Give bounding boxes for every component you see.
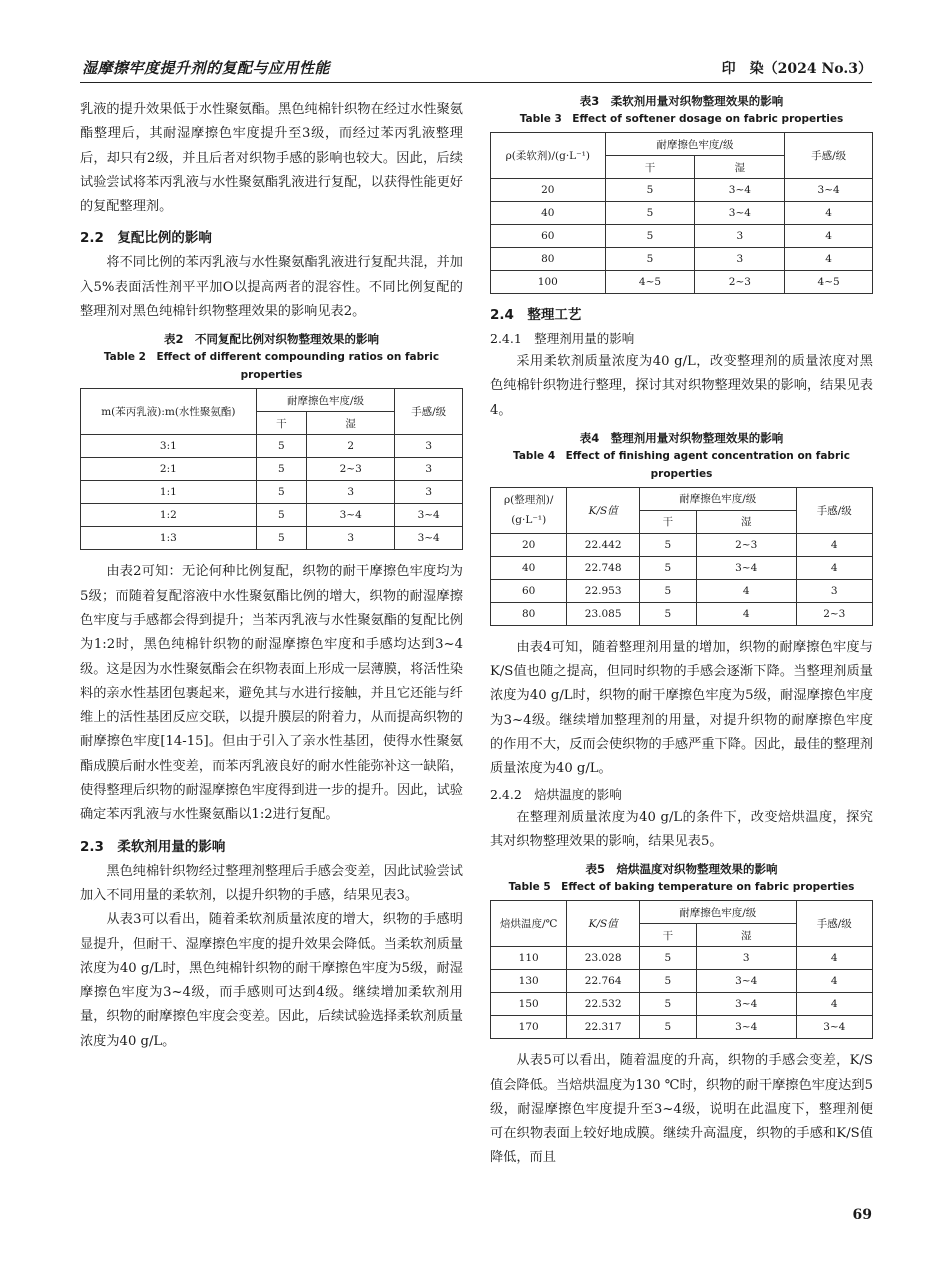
- table4-caption-en: Table 4 Effect of finishing agent concentration on fabric properties: [513, 449, 850, 480]
- table-header: m(苯丙乳液):m(水性聚氨酯): [81, 389, 257, 435]
- subsection-heading-2-4-1: 2.4.1 整理剂用量的影响: [490, 331, 635, 346]
- right-column: [490, 92, 873, 1171]
- table-header: 耐摩擦色牢度/级: [639, 487, 796, 510]
- table-row: 2:1 5 2~3 3: [81, 458, 463, 481]
- table-row: 1:1 5 3 3: [81, 481, 463, 504]
- table-header: 干: [639, 924, 696, 947]
- table-header: 干: [605, 156, 695, 179]
- table-header: 手感/级: [785, 133, 873, 179]
- table-row: 60 5 3 4: [491, 225, 873, 248]
- table-row: 130 22.764 5 3~4 4: [491, 970, 873, 993]
- left-column: [80, 98, 463, 1054]
- table2-caption-en: Table 2 Effect of different compounding ratios on fabric properties: [103, 351, 440, 382]
- table3-caption-zh: 表3 柔软剂用量对织物整理效果的影响: [579, 94, 784, 108]
- table-row: 1:2 5 3~4 3~4: [81, 504, 463, 527]
- table-header: 耐摩擦色牢度/级: [605, 133, 785, 156]
- table-row: 40 22.748 5 3~4 4: [491, 556, 873, 579]
- table-row: 40 5 3~4 4: [491, 202, 873, 225]
- paragraph: 将不同比例的苯丙乳液与水性聚氨酯乳液进行复配共混，并加入5%表面活性剂平平加O以提高两者的混容性。不同比例复配的整理剂对黑色纯棉针织物整理效果的影响见表2。: [80, 255, 463, 320]
- table-3: [490, 132, 873, 294]
- table-header: 干: [256, 412, 306, 435]
- table-header: ρ(柔软剂)/(g·L⁻¹): [491, 133, 606, 179]
- table3-caption-en: Table 3 Effect of softener dosage on fabric properties: [519, 113, 844, 125]
- table-row: 170 22.317 5 3~4 3~4: [491, 1016, 873, 1039]
- table5-caption-zh: 表5 焙烘温度对织物整理效果的影响: [585, 862, 778, 877]
- paragraph: 从表5可以看出，随着温度的升高，织物的手感会变差，K/S值会降低。当焙烘温度为130 ℃时，织物的耐干摩擦色牢度达到5级，耐湿摩擦色牢度提升至3~4级，说明在此温度下，整理剂便可在织物表面上较好地成膜。继续升高温度，织物的手感和K/S值降低，而且: [490, 1053, 873, 1166]
- table-header: ρ(整理剂)/ (g·L⁻¹): [491, 487, 567, 533]
- paragraph: 由表4可知，随着整理剂用量的增加，织物的耐摩擦色牢度与K/S值也随之提高，但同时织物的手感会逐渐下降。当整理剂质量浓度为40 g/L时，织物的耐干摩擦色牢度为5级，耐湿摩擦色牢度为3~4级。继续增加整理剂的用量，对提升织物的耐摩擦色牢度的作用不大，反而会使织物的手感严重下降。因此，最佳的整理剂质量浓度为40 g/L。: [490, 639, 873, 777]
- table2-caption-zh: 表2 不同复配比例对织物整理效果的影响: [164, 332, 379, 347]
- table-row: 20 5 3~4 3~4: [491, 179, 873, 202]
- subsection-heading-2-4-2: 2.4.2 焙烘温度的影响: [490, 786, 622, 802]
- table-row: 60 22.953 5 4 3: [491, 579, 873, 602]
- table-header: 手感/级: [796, 487, 872, 533]
- table-5: [490, 900, 873, 1039]
- table-header: 湿: [307, 412, 395, 435]
- running-title: 湿摩擦牢度提升剂的复配与应用性能: [82, 59, 331, 77]
- table-row: 100 4~5 2~3 4~5: [491, 271, 873, 294]
- table-header: 手感/级: [796, 901, 872, 947]
- table-row: 3:1 5 2 3: [81, 435, 463, 458]
- table-header: 湿: [696, 924, 796, 947]
- header-rule: [80, 82, 872, 83]
- section-heading-2-2: 2.2 复配比例的影响: [80, 230, 212, 247]
- section-heading-2-3: 2.3 柔软剂用量的影响: [80, 838, 226, 855]
- table-2: [80, 388, 463, 550]
- table-header: 耐摩擦色牢度/级: [256, 389, 395, 412]
- journal-issue: 印 染（2024 No.3）: [721, 61, 872, 77]
- table5-caption-en: Table 5 Effect of baking temperature on fabric properties: [508, 881, 855, 894]
- table-header: 湿: [696, 510, 796, 533]
- page-number: 69: [852, 1207, 872, 1223]
- table-row: 1:3 5 3 3~4: [81, 527, 463, 550]
- table-header: 干: [639, 510, 696, 533]
- table-header: 焙烘温度/℃: [491, 901, 567, 947]
- paragraph: 采用柔软剂质量浓度为40 g/L，改变整理剂的质量浓度对黑色纯棉针织物进行整理，探讨其对织物整理效果的影响，结果见表4。: [490, 354, 873, 418]
- table-row: 20 22.442 5 2~3 4: [491, 533, 873, 556]
- table-header: 耐摩擦色牢度/级: [639, 901, 796, 924]
- table-header: 手感/级: [395, 389, 463, 435]
- table-row: 110 23.028 5 3 4: [491, 947, 873, 970]
- paragraph: 从表3可以看出，随着柔软剂质量浓度的增大，织物的手感明显提升，但耐干、湿摩擦色牢度的提升效果会降低。当柔软剂质量浓度为40 g/L时，黑色纯棉针织物的耐干摩擦色牢度为5级，耐湿摩擦色牢度为3~4级，而手感则可达到4级。继续增加柔软剂用量，织物的耐摩擦色牢度会变差。因此，后续试验选择柔软剂质量浓度为40 g/L。: [80, 912, 463, 1049]
- table-header: K/S值: [567, 901, 640, 947]
- paragraph: 黑色纯棉针织物经过整理剂整理后手感会变差，因此试验尝试加入不同用量的柔软剂，以提升织物的手感，结果见表3。: [80, 863, 463, 903]
- section-heading-2-4: 2.4 整理工艺: [490, 307, 582, 323]
- paragraph: 由表2可知：无论何种比例复配，织物的耐干摩擦色牢度均为5级；而随着复配溶液中水性聚氨酯比例的增大，织物的耐湿摩擦色牢度与手感都会得到提升；当苯丙乳液与水性聚氨酯的复配比例为1:2时，黑色纯棉针织物的耐湿摩擦色牢度和手感均达到3~4级。这是因为水性聚氨酯会在织物表面上形成一层薄膜，将活性染料的亲水性基团包裹起来，避免其与水进行接触，并且它还能与纤维上的活性基团反应交联，以提升膜层的附着力，从而提高织物的耐摩擦色牢度[14-15]。但由于引入了亲水性基团，使得水性聚氨酯成膜后耐水性变差，而苯丙乳液良好的耐水性能弥补这一缺陷，使得整理后织物的耐湿摩擦色牢度得到进一步的提升。因此，试验确定苯丙乳液与水性聚氨酯以1:2进行复配。: [80, 564, 463, 823]
- paragraph: 在整理剂质量浓度为40 g/L的条件下，改变焙烘温度，探究其对织物整理效果的影响，结果见表5。: [490, 809, 873, 849]
- table-4: [490, 487, 873, 626]
- table-header: K/S值: [567, 487, 640, 533]
- table-row: 80 5 3 4: [491, 248, 873, 271]
- table4-caption-zh: 表4 整理剂用量对织物整理效果的影响: [579, 430, 784, 445]
- paragraph: 乳液的提升效果低于水性聚氨酯。黑色纯棉针织物在经过水性聚氨酯整理后，其耐湿摩擦色牢度提升至3级，而经过苯丙乳液整理后，却只有2级，并且后者对织物手感的影响也较大。因此，后续试验尝试将苯丙乳液与水性聚氨酯乳液进行复配，以获得性能更好的复配整理剂。: [80, 102, 463, 215]
- table-row: 150 22.532 5 3~4 4: [491, 993, 873, 1016]
- table-header: 湿: [695, 156, 785, 179]
- table-row: 80 23.085 5 4 2~3: [491, 602, 873, 625]
